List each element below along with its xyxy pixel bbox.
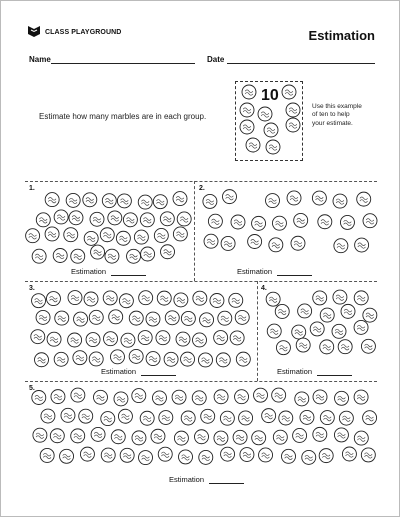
marble-icon — [132, 389, 146, 403]
marble-icon — [269, 238, 283, 252]
marble-icon — [119, 294, 133, 308]
marble-icon — [200, 313, 214, 327]
marble-icon — [89, 310, 103, 324]
marble-icon — [80, 447, 94, 461]
marble-icon — [117, 194, 131, 208]
marble-icon — [287, 191, 301, 205]
marble-icon — [71, 388, 85, 402]
marble-icon — [138, 331, 152, 345]
marble-icon — [172, 390, 186, 404]
marble-icon — [32, 249, 46, 263]
marble-icon — [334, 428, 348, 442]
marble-icon — [357, 192, 371, 206]
marble-icon — [298, 304, 312, 318]
marble-icon — [89, 352, 103, 366]
marble-icon — [264, 123, 278, 137]
marble-icon — [31, 330, 45, 344]
marble-icon — [221, 447, 235, 461]
marble-icon — [55, 311, 69, 325]
marble-icon — [86, 333, 100, 347]
marble-icon — [151, 429, 165, 443]
marble-icon — [214, 331, 228, 345]
marble-icon — [153, 195, 167, 209]
example-hint-line: Use this example — [312, 103, 362, 110]
marble-icon — [310, 322, 324, 336]
marble-icon — [235, 390, 249, 404]
marble-icon — [100, 228, 114, 242]
marble-icon — [332, 324, 346, 338]
group-4-estimation-label: Estimation — [277, 367, 313, 376]
marble-icon — [152, 391, 166, 405]
marble-icon — [161, 245, 175, 259]
marble-icon — [259, 448, 273, 462]
marble-icon — [127, 249, 141, 263]
marble-icon — [74, 312, 88, 326]
marble-icon — [239, 411, 253, 425]
marble-icon — [181, 352, 195, 366]
marble-icon — [104, 332, 118, 346]
marble-icon — [354, 320, 368, 334]
marble-icon — [36, 213, 50, 227]
marble-icon — [363, 411, 377, 425]
marble-icon — [354, 431, 368, 445]
date-label: Date — [207, 55, 225, 64]
marble-icon — [73, 351, 87, 365]
marble-icon — [91, 245, 105, 259]
marble-icon — [159, 411, 173, 425]
marble-icon — [108, 211, 122, 225]
marble-icon — [51, 390, 65, 404]
marble-icon — [109, 310, 123, 324]
marble-icon — [61, 408, 75, 422]
marble-icon — [313, 291, 327, 305]
marble-icon — [300, 410, 314, 424]
marble-icon — [129, 311, 143, 325]
marble-icon — [141, 247, 155, 261]
marble-icon — [240, 448, 254, 462]
marble-icon — [193, 291, 207, 305]
group-2-estimation-label: Estimation — [237, 267, 273, 276]
marble-icon — [286, 103, 300, 117]
group-4-number: 4. — [261, 285, 267, 292]
marbles-layer — [1, 1, 399, 516]
marble-icon — [41, 409, 55, 423]
marble-icon — [252, 216, 266, 230]
marble-icon — [45, 227, 59, 241]
marble-icon — [101, 412, 115, 426]
marble-icon — [146, 312, 160, 326]
marble-icon — [121, 333, 135, 347]
marble-icon — [102, 194, 116, 208]
marble-icon — [66, 193, 80, 207]
marble-icon — [33, 428, 47, 442]
marble-icon — [26, 229, 40, 243]
marble-icon — [335, 391, 349, 405]
marble-icon — [164, 352, 178, 366]
marble-icon — [157, 291, 171, 305]
marble-icon — [242, 85, 256, 99]
marble-icon — [118, 409, 132, 423]
marble-icon — [266, 140, 280, 154]
marble-icon — [60, 449, 74, 463]
marble-icon — [173, 192, 187, 206]
marble-icon — [208, 214, 222, 228]
marble-icon — [47, 332, 61, 346]
marble-icon — [295, 392, 309, 406]
marble-icon — [40, 448, 54, 462]
marble-icon — [174, 293, 188, 307]
example-hint-line: of ten to help — [312, 111, 350, 119]
marble-icon — [201, 409, 215, 423]
marble-icon — [214, 431, 228, 445]
marble-icon — [45, 193, 59, 207]
marble-icon — [354, 390, 368, 404]
example-number: 10 — [261, 87, 279, 104]
marble-icon — [90, 212, 104, 226]
marble-icon — [220, 411, 234, 425]
marble-icon — [79, 409, 93, 423]
marble-icon — [174, 431, 188, 445]
marble-icon — [68, 333, 82, 347]
marble-icon — [93, 390, 107, 404]
marble-icon — [240, 120, 254, 134]
marble-icon — [231, 215, 245, 229]
marble-icon — [279, 411, 293, 425]
marble-icon — [320, 308, 334, 322]
marble-icon — [103, 291, 117, 305]
marble-icon — [181, 311, 195, 325]
marble-icon — [192, 391, 206, 405]
marble-icon — [71, 429, 85, 443]
marble-icon — [292, 325, 306, 339]
marble-icon — [218, 311, 232, 325]
marble-icon — [235, 310, 249, 324]
marble-icon — [276, 341, 290, 355]
marble-icon — [233, 430, 247, 444]
marble-icon — [246, 138, 260, 152]
marble-icon — [333, 290, 347, 304]
marble-icon — [50, 429, 64, 443]
marble-icon — [296, 338, 310, 352]
marble-icon — [222, 190, 236, 204]
marble-icon — [69, 211, 83, 225]
marble-icon — [319, 449, 333, 463]
marble-icon — [355, 238, 369, 252]
marble-icon — [134, 230, 148, 244]
marble-icon — [84, 292, 98, 306]
marble-icon — [129, 349, 143, 363]
marble-icon — [286, 118, 300, 132]
marble-icon — [35, 353, 49, 367]
marble-icon — [110, 350, 124, 364]
marble-icon — [312, 191, 326, 205]
marble-icon — [266, 292, 280, 306]
marble-icon — [139, 451, 153, 465]
brand-name: CLASS PLAYGROUND — [45, 28, 122, 36]
marble-icon — [313, 390, 327, 404]
marble-icon — [334, 239, 348, 253]
group-3-estimation-label: Estimation — [101, 367, 137, 376]
marble-icon — [272, 216, 286, 230]
marble-icon — [111, 430, 125, 444]
marble-icon — [363, 308, 377, 322]
marble-icon — [68, 291, 82, 305]
marble-icon — [193, 333, 207, 347]
marble-icon — [320, 340, 334, 354]
marble-icon — [338, 340, 352, 354]
marble-icon — [114, 392, 128, 406]
page-title: Estimation — [308, 28, 375, 43]
marble-icon — [105, 249, 119, 263]
marble-icon — [252, 431, 266, 445]
marble-icon — [282, 85, 296, 99]
marble-icon — [140, 411, 154, 425]
marble-icon — [361, 339, 375, 353]
marble-icon — [363, 214, 377, 228]
marble-icon — [210, 294, 224, 308]
marble-icon — [282, 449, 296, 463]
marble-icon — [302, 450, 316, 464]
marble-icon — [54, 210, 68, 224]
marble-icon — [361, 448, 375, 462]
marble-icon — [91, 427, 105, 441]
marble-icon — [156, 331, 170, 345]
marble-icon — [101, 448, 115, 462]
marble-icon — [116, 231, 130, 245]
marble-icon — [138, 195, 152, 209]
marble-icon — [214, 390, 228, 404]
marble-icon — [32, 390, 46, 404]
marble-icon — [32, 294, 46, 308]
marble-icon — [53, 249, 67, 263]
group-5-number: 5. — [29, 385, 35, 392]
marble-icon — [83, 193, 97, 207]
marble-icon — [272, 388, 286, 402]
group-3-number: 3. — [29, 285, 35, 292]
marble-icon — [84, 231, 98, 245]
marble-icon — [204, 234, 218, 248]
marble-icon — [266, 194, 280, 208]
instructions-text: Estimate how many marbles are in each group. — [39, 112, 207, 121]
marble-icon — [160, 212, 174, 226]
marble-icon — [275, 304, 289, 318]
marble-icon — [318, 215, 332, 229]
group-5-estimation-label: Estimation — [169, 475, 205, 484]
marble-icon — [177, 212, 191, 226]
marble-icon — [248, 235, 262, 249]
marble-icon — [267, 324, 281, 338]
marble-icon — [333, 194, 347, 208]
marble-icon — [273, 430, 287, 444]
marble-icon — [36, 310, 50, 324]
marble-icon — [64, 228, 78, 242]
marble-icon — [254, 388, 268, 402]
marble-icon — [176, 332, 190, 346]
marble-icon — [339, 411, 353, 425]
group-1-estimation-label: Estimation — [71, 267, 107, 276]
marble-icon — [258, 107, 272, 121]
marble-icon — [320, 411, 334, 425]
marble-icon — [181, 411, 195, 425]
marble-icon — [132, 431, 146, 445]
marble-icon — [221, 236, 235, 250]
marble-icon — [229, 293, 243, 307]
marble-icon — [139, 291, 153, 305]
marble-icon — [294, 213, 308, 227]
marble-icon — [203, 194, 217, 208]
marble-icon — [230, 331, 244, 345]
name-label: Name — [29, 55, 51, 64]
marble-icon — [216, 353, 230, 367]
example-hint-line: your estimate. — [312, 119, 353, 127]
marble-icon — [354, 291, 368, 305]
marble-icon — [154, 228, 168, 242]
marble-icon — [240, 103, 254, 117]
marble-icon — [313, 427, 327, 441]
marble-icon — [46, 292, 60, 306]
marble-icon — [291, 236, 305, 250]
marble-icon — [165, 311, 179, 325]
marble-icon — [199, 450, 213, 464]
marble-icon — [123, 213, 137, 227]
marble-icon — [173, 227, 187, 241]
marble-icon — [195, 430, 209, 444]
marble-icon — [146, 352, 160, 366]
marble-icon — [341, 304, 355, 318]
marble-icon — [340, 215, 354, 229]
marble-icon — [293, 428, 307, 442]
marble-icon — [140, 213, 154, 227]
marble-icon — [198, 353, 212, 367]
marble-icon — [158, 447, 172, 461]
marble-icon — [120, 448, 134, 462]
group-1-number: 1. — [29, 185, 35, 192]
marble-icon — [262, 409, 276, 423]
marble-icon — [71, 249, 85, 263]
marble-icon — [236, 352, 250, 366]
marble-icon — [179, 450, 193, 464]
group-2-number: 2. — [199, 185, 205, 192]
marble-icon — [54, 352, 68, 366]
marble-icon — [342, 447, 356, 461]
